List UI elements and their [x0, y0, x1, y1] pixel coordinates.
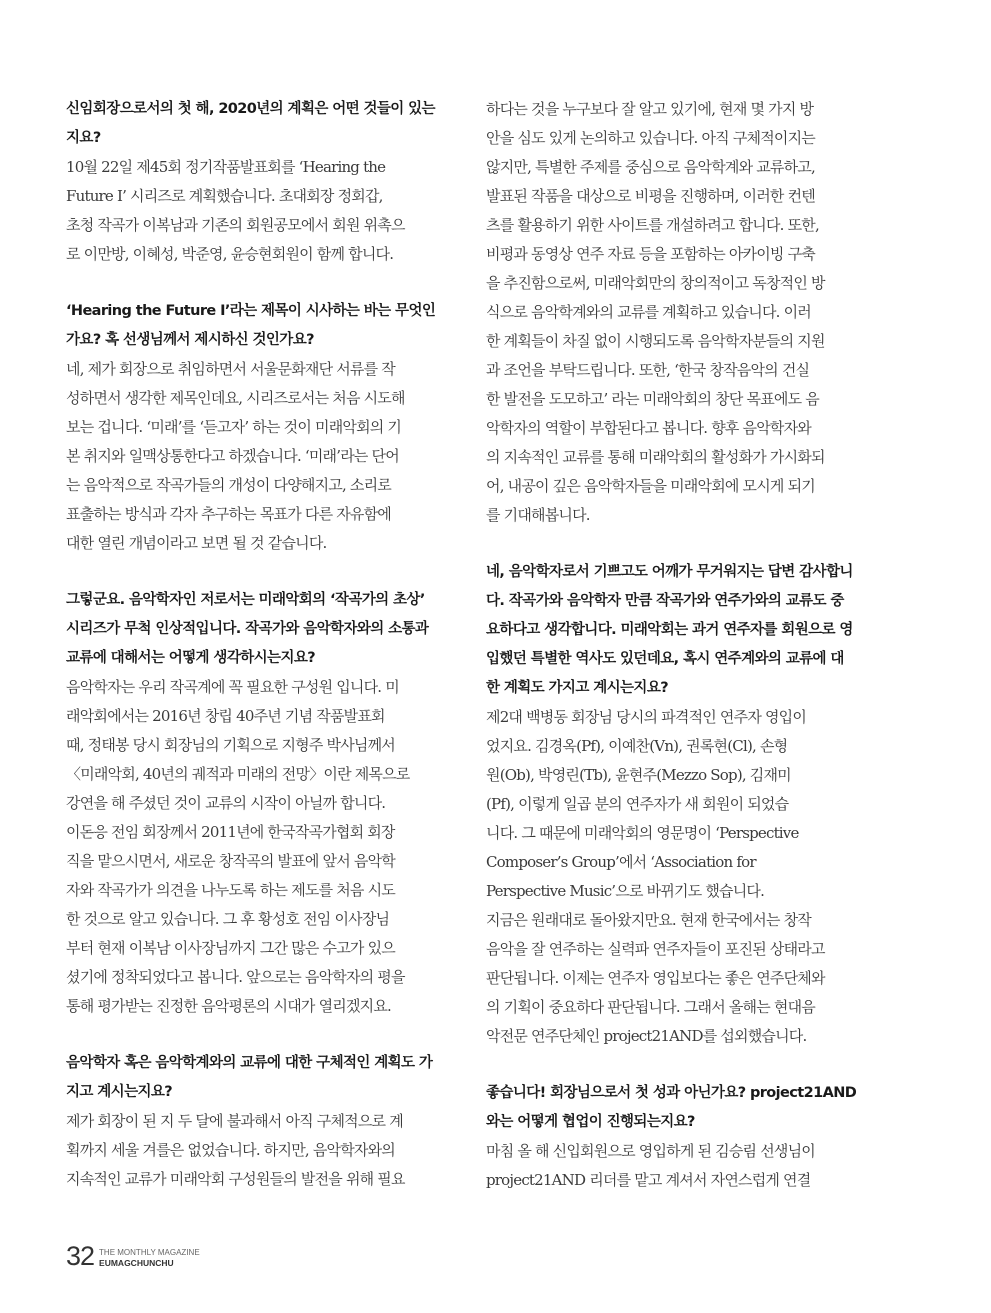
- paragraph-gap: [66, 558, 453, 586]
- interview-question: [66, 1049, 453, 1107]
- right-column: [486, 95, 873, 1195]
- text-line: 음악을 잘 연주하는 실력파 연주자들이 포진된 상태라고: [486, 940, 825, 958]
- text-line: 본 취지와 일맥상통한다고 하겠습니다. ‘미래’라는 단어: [66, 447, 399, 465]
- text-line: 네, 제가 회장으로 취임하면서 서울문화재단 서류를 작: [66, 360, 395, 378]
- text-line: 의 지속적인 교류를 통해 미래악회의 활성화가 가시화되: [486, 448, 825, 466]
- text-line: Future I’ 시리즈로 계획했습니다. 초대회장 정회갑,: [66, 187, 383, 205]
- interview-question: [66, 95, 453, 153]
- magazine-name: [99, 1248, 200, 1270]
- text-line: 었지요. 김경옥(Pf), 이예찬(Vn), 권록현(Cl), 손형: [486, 737, 788, 755]
- text-line: 획까지 세울 겨를은 없었습니다. 하지만, 음악학자와의: [66, 1141, 395, 1159]
- text-line: 음악학자는 우리 작곡계에 꼭 필요한 구성원 입니다. 미: [66, 678, 399, 696]
- text-line: 을 추진함으로써, 미래악회만의 창의적이고 독창적인 방: [486, 274, 825, 292]
- text-line: 악학자의 역할이 부합된다고 봅니다. 향후 음악학자와: [486, 419, 811, 437]
- text-line: 츠를 활용하기 위한 사이트를 개설하려고 합니다. 또한,: [486, 216, 819, 234]
- text-line: 래악회에서는 2016년 창립 40주년 기념 작품발표회: [66, 707, 385, 725]
- text-line: 그렇군요. 음악학자인 저로서는 미래악회의 ‘작곡가의 초상’: [66, 592, 425, 608]
- text-line: 초청 작곡가 이복남과 기존의 회원공모에서 회원 위촉으: [66, 216, 405, 234]
- text-line: 지속적인 교류가 미래악회 구성원들의 발전을 위해 필요: [66, 1170, 405, 1188]
- text-line: 마침 올 해 신입회원으로 영입하게 된 김승림 선생님이: [486, 1142, 815, 1160]
- page-number: 32: [66, 1241, 95, 1271]
- text-line: 어, 내공이 깊은 음악학자들을 미래악회에 모시게 되기: [486, 477, 815, 495]
- interview-question: [66, 297, 453, 355]
- text-line: 하다는 것을 누구보다 잘 알고 있기에, 현재 몇 가지 방: [486, 100, 814, 118]
- text-line: 와는 어떻게 협업이 진행되는지요?: [486, 1114, 695, 1130]
- paragraph-gap: [66, 1021, 453, 1049]
- interview-question: [486, 558, 873, 703]
- text-line: 대한 열린 개념이라고 보면 될 것 같습니다.: [66, 534, 327, 552]
- interview-question: [486, 1079, 873, 1137]
- text-line: 한 계획도 가지고 계시는지요?: [486, 680, 669, 696]
- text-line: ‘Hearing the Future I’라는 제목이 시사하는 바는 무엇인: [66, 303, 436, 319]
- text-line: 니다. 그 때문에 미래악회의 영문명이 ‘Perspective: [486, 824, 799, 842]
- text-line: 음악학자 혹은 음악학계와의 교류에 대한 구체적인 계획도 가: [66, 1055, 433, 1071]
- text-line: 표출하는 방식과 각자 추구하는 목표가 다른 자유함에: [66, 505, 391, 523]
- text-line: 제가 회장이 된 지 두 달에 불과해서 아직 구체적으로 계: [66, 1112, 403, 1130]
- text-line: 로 이만방, 이혜성, 박준영, 윤승현회원이 함께 합니다.: [66, 245, 394, 263]
- text-line: 과 조언을 부탁드립니다. 또한, ‘한국 창작음악의 건실: [486, 361, 810, 379]
- interview-answer: [66, 355, 453, 558]
- text-line: 신임회장으로서의 첫 해, 2020년의 계획은 어떤 것들이 있는: [66, 101, 435, 117]
- text-line: 지요?: [66, 130, 101, 146]
- text-line: 통해 평가받는 진정한 음악평론의 시대가 열리겠지요.: [66, 997, 391, 1015]
- paragraph-gap: [486, 1051, 873, 1079]
- paragraph-gap: [486, 530, 873, 558]
- text-line: 다. 작곡가와 음악학자 만큼 작곡가와 연주가와의 교류도 중: [486, 593, 844, 609]
- interview-question: [66, 586, 453, 673]
- text-line: 교류에 대해서는 어떻게 생각하시는지요?: [66, 650, 316, 666]
- text-line: 부터 현재 이복남 이사장님까지 그간 많은 수고가 있으: [66, 939, 395, 957]
- text-line: 자와 작곡가가 의견을 나누도록 하는 제도를 처음 시도: [66, 881, 395, 899]
- text-line: 원(Ob), 박영린(Tb), 윤현주(Mezzo Sop), 김재미: [486, 766, 791, 784]
- text-line: 식으로 음악학계와의 교류를 계획하고 있습니다. 이러: [486, 303, 811, 321]
- text-line: 보는 겁니다. ‘미래’를 ‘듣고자’ 하는 것이 미래악회의 기: [66, 418, 402, 436]
- text-line: 성하면서 생각한 제목인데요, 시리즈로서는 처음 시도해: [66, 389, 405, 407]
- text-line: 네, 음악학자로서 기쁘고도 어깨가 무거워지는 답변 감사합니: [486, 564, 853, 580]
- text-line: 좋습니다! 회장님으로서 첫 성과 아닌가요? project21AND: [486, 1085, 857, 1101]
- text-line: 발표된 작품을 대상으로 비평을 진행하며, 이러한 컨텐: [486, 187, 815, 205]
- text-line: 강연을 해 주셨던 것이 교류의 시작이 아닐까 합니다.: [66, 794, 386, 812]
- text-line: 이돈응 전임 회장께서 2011년에 한국작곡가협회 회장: [66, 823, 395, 841]
- text-line: 제2대 백병동 회장님 당시의 파격적인 연주자 영입이: [486, 708, 807, 726]
- text-line: 지고 계시는지요?: [66, 1084, 173, 1100]
- magazine-title: EUMAGCHUNCHU: [99, 1258, 174, 1268]
- text-line: 〈미래악회, 40년의 궤적과 미래의 전망〉이란 제목으로: [66, 765, 410, 783]
- interview-answer: [66, 1107, 453, 1194]
- text-line: 가요? 혹 선생님께서 제시하신 것인가요?: [66, 332, 314, 348]
- interview-answer: [486, 1137, 873, 1195]
- text-line: 시리즈가 무척 인상적입니다. 작곡가와 음악학자와의 소통과: [66, 621, 429, 637]
- text-line: 직을 맡으시면서, 새로운 창작곡의 발표에 앞서 음악학: [66, 852, 395, 870]
- text-line: Perspective Music’으로 바뀌기도 했습니다.: [486, 882, 765, 900]
- text-line: 안을 심도 있게 논의하고 있습니다. 아직 구체적이지는: [486, 129, 815, 147]
- text-line: 셨기에 정착되었다고 봅니다. 앞으로는 음악학자의 평을: [66, 968, 405, 986]
- text-line: 지금은 원래대로 돌아왔지만요. 현재 한국에서는 창작: [486, 911, 811, 929]
- text-line: 는 음악적으로 작곡가들의 개성이 다양해지고, 소리로: [66, 476, 391, 494]
- text-line: 한 것으로 알고 있습니다. 그 후 황성호 전임 이사장님: [66, 910, 390, 928]
- text-line: 악전문 연주단체인 project21AND를 섭외했습니다.: [486, 1027, 807, 1045]
- interview-answer: [486, 95, 873, 530]
- page-footer: [66, 1240, 200, 1270]
- text-line: (Pf), 이렇게 일곱 분의 연주자가 새 회원이 되었습: [486, 795, 789, 813]
- left-column: [66, 95, 453, 1194]
- text-line: 10월 22일 제45회 정기작품발표회를 ‘Hearing the: [66, 158, 386, 176]
- text-line: 한 계획들이 차질 없이 시행되도록 음악학자분들의 지원: [486, 332, 825, 350]
- text-line: 요하다고 생각합니다. 미래악회는 과거 연주자를 회원으로 영: [486, 622, 853, 638]
- text-line: 때, 정태봉 당시 회장님의 기획으로 지형주 박사님께서: [66, 736, 395, 754]
- text-line: 판단됩니다. 이제는 연주자 영입보다는 좋은 연주단체와: [486, 969, 825, 987]
- text-line: 비평과 동영상 연주 자료 등을 포함하는 아카이빙 구축: [486, 245, 815, 263]
- interview-answer: [486, 703, 873, 1051]
- text-line: 입했던 특별한 역사도 있던데요, 혹시 연주계와의 교류에 대: [486, 651, 844, 667]
- text-line: 한 발전을 도모하고’ 라는 미래악회의 창단 목표에도 음: [486, 390, 819, 408]
- text-line: 의 기획이 중요하다 판단됩니다. 그래서 올해는 현대음: [486, 998, 815, 1016]
- interview-answer: [66, 673, 453, 1021]
- text-line: 않지만, 특별한 주제를 중심으로 음악학계와 교류하고,: [486, 158, 815, 176]
- text-line: Composer’s Group’에서 ‘Association for: [486, 853, 756, 871]
- text-line: project21AND 리더를 맡고 계셔서 자연스럽게 연결: [486, 1171, 811, 1189]
- magazine-subtitle: THE MONTHLY MAGAZINE: [99, 1248, 200, 1257]
- paragraph-gap: [66, 269, 453, 297]
- text-line: 를 기대해봅니다.: [486, 506, 590, 524]
- interview-answer: [66, 153, 453, 269]
